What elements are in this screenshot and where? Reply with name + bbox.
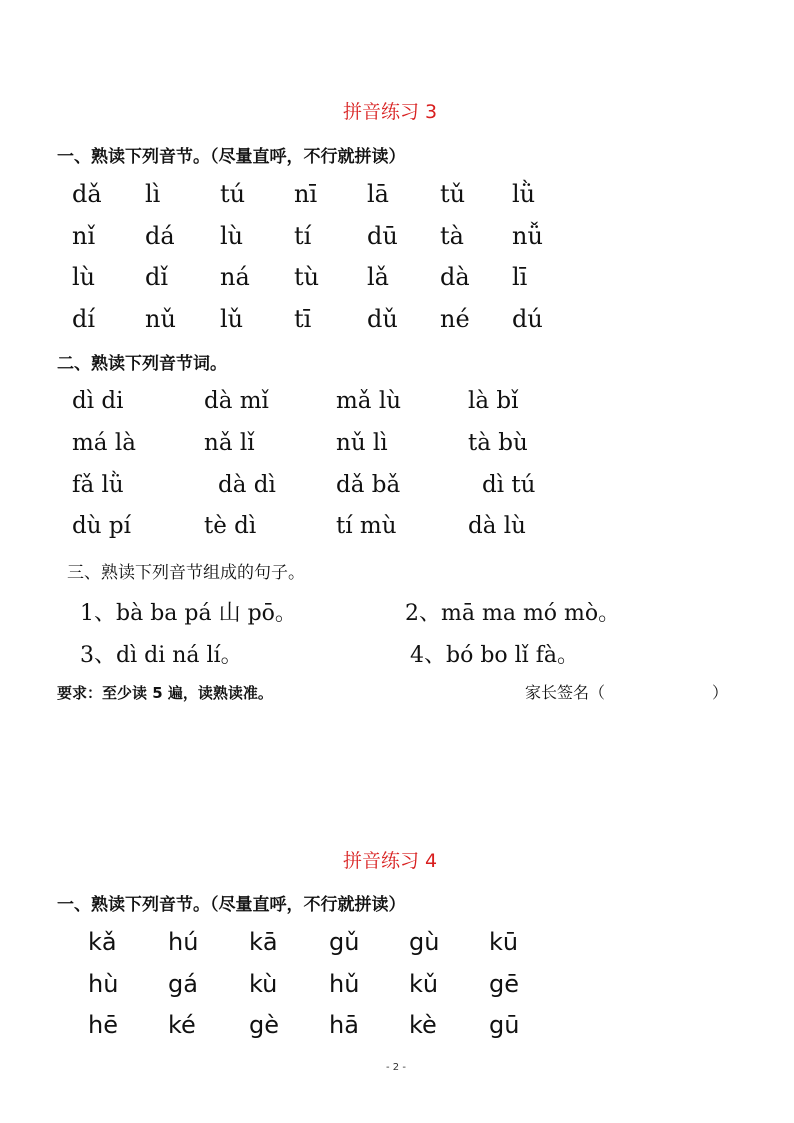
word: dà dì <box>218 472 276 498</box>
syllable: kǔ <box>409 970 439 998</box>
syllable: tù <box>294 263 320 291</box>
syllable: hù <box>88 970 119 998</box>
syllable: dǎ <box>72 180 102 208</box>
word: dà lù <box>468 513 526 539</box>
syllable: gù <box>409 928 440 956</box>
syllable: lǜ <box>512 180 536 208</box>
syllable: kù <box>249 970 278 998</box>
word: má là <box>72 430 136 456</box>
syllable: kā <box>249 928 278 956</box>
sentence: 1、bà ba pá 山 pō。 <box>80 601 297 626</box>
syllable: tǔ <box>440 180 466 208</box>
syllable: lù <box>220 222 244 250</box>
syllable: lù <box>72 263 96 291</box>
syllable: dí <box>72 305 96 333</box>
sentence: 3、dì di ná lí。 <box>80 643 243 668</box>
page-number: - 2 - <box>386 1062 406 1073</box>
sentence: 2、mā ma mó mò。 <box>405 601 621 626</box>
syllable: tà <box>440 222 464 250</box>
syllable: lā <box>367 180 389 208</box>
syllable: lǎ <box>367 263 389 291</box>
syllable: ná <box>220 263 250 291</box>
syllable: nǐ <box>72 222 96 250</box>
word: nǔ lì <box>336 430 388 456</box>
syllable: hē <box>88 1011 118 1039</box>
word: fǎ lǜ <box>72 472 124 498</box>
syllable: lì <box>145 180 161 208</box>
syllable: gū <box>489 1011 520 1039</box>
word: mǎ lù <box>336 388 402 414</box>
word: tí mù <box>336 513 397 539</box>
syllable: gè <box>249 1011 279 1039</box>
syllable: hǔ <box>329 970 360 998</box>
syllable: tí <box>294 222 312 250</box>
syllable: nǚ <box>512 222 543 250</box>
word: dì di <box>72 388 124 414</box>
word: nǎ lǐ <box>204 430 255 456</box>
syllable: kè <box>409 1011 437 1039</box>
parent-signature-close: ） <box>712 683 729 702</box>
word: dà mǐ <box>204 388 269 414</box>
section4-title: 拼音练习 4 <box>343 850 438 872</box>
syllable: lǔ <box>220 305 244 333</box>
section3-title: 拼音练习 3 <box>343 101 438 123</box>
syllable: lī <box>512 263 528 291</box>
sentence: 4、bó bo lǐ fà。 <box>410 643 579 668</box>
syllable: dū <box>367 222 398 250</box>
section3-part2-heading: 二、熟读下列音节词。 <box>57 354 227 374</box>
word: dù pí <box>72 513 131 539</box>
parent-signature-label: 家长签名（ <box>525 683 606 702</box>
syllable: ké <box>168 1011 196 1039</box>
syllable: gǔ <box>329 928 360 956</box>
section4-part1-heading: 一、熟读下列音节。（尽量直呼，不行就拼读） <box>57 895 406 915</box>
syllable: dà <box>440 263 470 291</box>
syllable: nǔ <box>145 305 176 333</box>
syllable: nī <box>294 180 318 208</box>
syllable: gē <box>489 970 519 998</box>
syllable: kǎ <box>88 928 117 956</box>
requirement-note: 要求：至少读 5 遍，读熟读准。 <box>57 684 273 702</box>
syllable: dú <box>512 305 543 333</box>
word: tè dì <box>204 513 257 539</box>
word: dì tú <box>482 472 536 498</box>
word: dǎ bǎ <box>336 472 401 498</box>
syllable: dá <box>145 222 175 250</box>
syllable: kū <box>489 928 519 956</box>
syllable: né <box>440 305 470 333</box>
syllable: gá <box>168 970 198 998</box>
syllable: hā <box>329 1011 359 1039</box>
syllable: dǔ <box>367 305 398 333</box>
word: tà bù <box>468 430 528 456</box>
syllable: tī <box>294 305 312 333</box>
section3-part1-heading: 一、熟读下列音节。（尽量直呼，不行就拼读） <box>57 147 406 167</box>
syllable: tú <box>220 180 246 208</box>
syllable: hú <box>168 928 199 956</box>
word: là bǐ <box>468 388 519 414</box>
section3-part3-heading: 三、熟读下列音节组成的句子。 <box>67 563 305 583</box>
syllable: dǐ <box>145 263 169 291</box>
